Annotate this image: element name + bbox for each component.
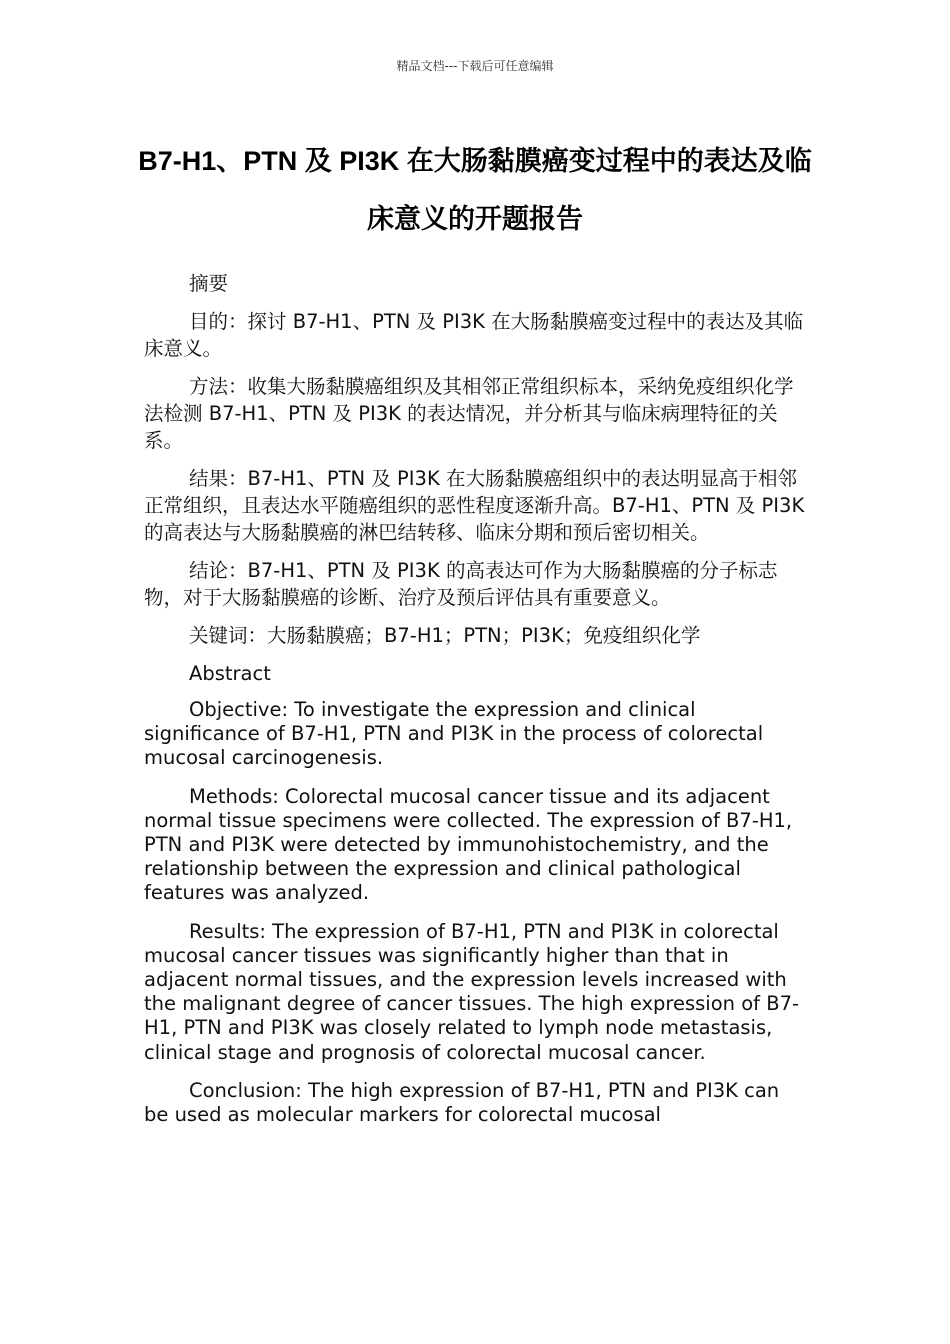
header-note: 精品文档---下载后可任意编辑 — [396, 59, 554, 73]
en-abstract-heading: Abstract — [189, 662, 271, 685]
en-methods: Methods: Colorectal mucosal cancer tissue and its adjacent normal tissue specimens were collected. The expression of B7-H1, PTN and PI3K were detected by immunohistochemistry, and the relationship between the expression and clinical pathological features was analyzed. — [144, 784, 793, 905]
zh-abstract-heading: 摘要 — [189, 272, 229, 295]
en-results: Results: The expression of B7-H1, PTN and PI3K in colorectal mucosal cancer tissues was significantly higher than that in adjacent normal tissues, and the expression levels increased with the malignant degree of cancer tissues. The high expression of B7-H1, PTN and PI3K was closely related to lymph node metastasis, clinical stage and prognosis of colorectal mucosal cancer. — [144, 919, 800, 1064]
zh-conclusion: 结论：B7-H1、PTN 及 PI3K 的高表达可作为大肠黏膜癌的分子标志物，对于大肠黏膜癌的诊断、治疗及预后评估具有重要意义。 — [144, 559, 778, 609]
zh-keywords: 关键词：大肠黏膜癌；B7-H1；PTN；PI3K；免疫组织化学 — [189, 624, 701, 647]
zh-methods: 方法：收集大肠黏膜癌组织及其相邻正常组织标本，采纳免疫组织化学法检测 B7-H1、PTN 及 PI3K 的表达情况，并分析其与临床病理特征的关系。 — [144, 375, 794, 452]
zh-objective: 目的：探讨 B7-H1、PTN 及 PI3K 在大肠黏膜癌变过程中的表达及其临床意义。 — [144, 310, 804, 360]
en-conclusion: Conclusion: The high expression of B7-H1, PTN and PI3K can be used as molecular markers for colorectal mucosal — [144, 1078, 780, 1127]
en-objective: Objective: To investigate the expression and clinical significance of B7-H1, PTN and PI3K in the process of colorectal mucosal carcinogenesis. — [144, 698, 764, 770]
document-body — [144, 270, 806, 1141]
document-title: B7-H1、PTN 及 PI3K 在大肠黏膜癌变过程中的表达及临床意义的开题报告 — [138, 146, 812, 234]
zh-results: 结果：B7-H1、PTN 及 PI3K 在大肠黏膜癌组织中的表达明显高于相邻正常组织，且表达水平随癌组织的恶性程度逐渐升高。B7-H1、PTN 及 PI3K 的高表达与大肠黏膜癌的淋巴结转移、临床分期和预后密切相关。 — [144, 467, 805, 544]
